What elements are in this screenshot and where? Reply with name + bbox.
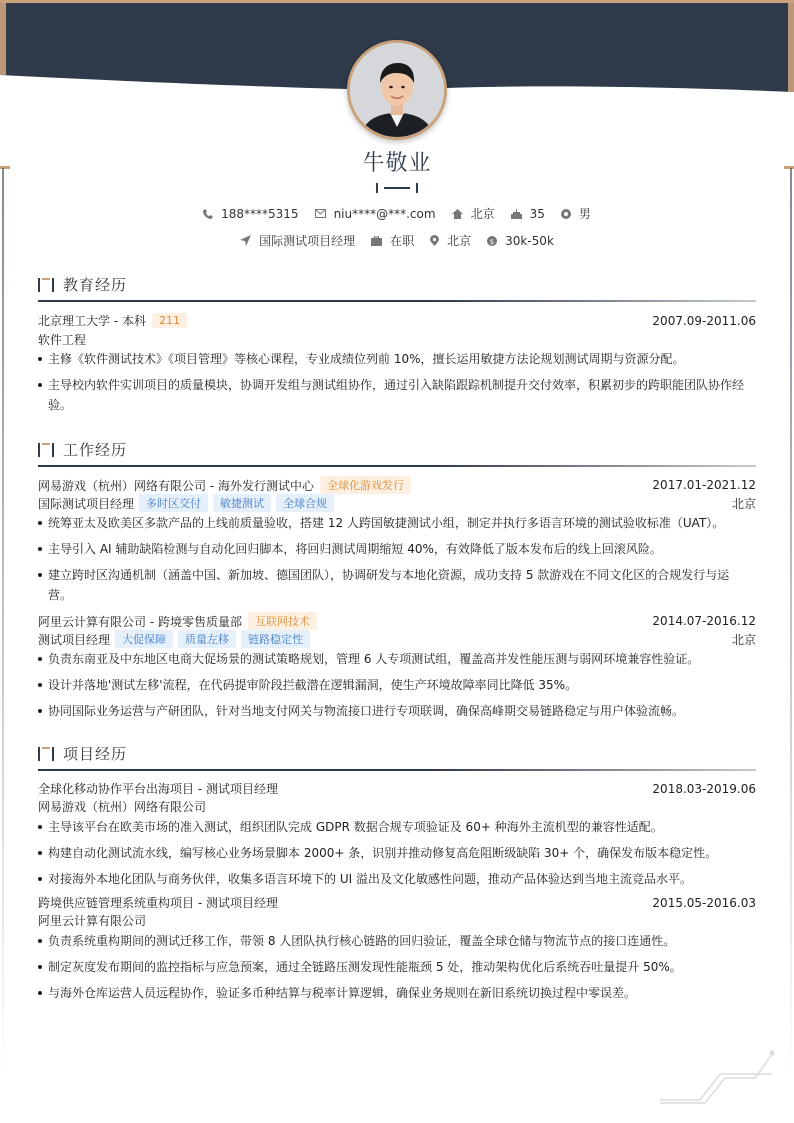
section-education	[38, 272, 756, 302]
skill-tag: 多时区交付	[139, 494, 208, 512]
project-bullet: 对接海外本地化团队与商务伙伴，收集多语言环境下的 UI 溢出及文化敏感性问题，推动产品体验达到当地主流竞品水平。	[38, 868, 750, 890]
project-org-row	[38, 798, 756, 815]
home-icon	[452, 209, 463, 219]
work-company: 网易游戏（杭州）网络有限公司 - 海外发行测试中心	[38, 478, 314, 493]
cake-icon	[511, 209, 522, 219]
work-header	[38, 612, 756, 630]
work-bullet: 设计并落地'测试左移'流程，在代码提审阶段拦截潜在逻辑漏洞，使生产环境故障率同比降低 35%。	[38, 674, 750, 696]
project-bullet: 负责系统重构期间的测试迁移工作，带领 8 人团队执行核心链路的回归验证，覆盖全球仓储与物流节点的接口连通性。	[38, 930, 750, 952]
section-projects	[38, 741, 756, 771]
work-bullet: 负责东南亚及中东地区电商大促场景的测试策略规划，管理 6 人专项测试组，覆盖高并发性能压测与弱网环境兼容性验证。	[38, 648, 750, 670]
status-text: 在职	[390, 234, 415, 248]
skill-tag: 大促保障	[115, 630, 173, 648]
project-dates: 2018.03-2019.06	[652, 781, 756, 796]
send-icon	[240, 235, 251, 246]
position-item	[240, 232, 355, 249]
work-city: 北京	[731, 632, 756, 647]
work-industry-tag: 互联网技术	[248, 612, 317, 630]
corner-line-decoration	[660, 1048, 780, 1108]
work-bullet: 统筹亚太及欧美区多款产品的上线前质量验收，搭建 12 人跨国敏捷测试小组，制定并执行多语言环境的测试验收标准（UAT）。	[38, 512, 750, 534]
avatar-portrait-icon	[350, 43, 444, 137]
section-mark-icon	[38, 747, 56, 761]
mail-icon	[315, 209, 326, 218]
education-bullet-continuation	[48, 396, 766, 413]
section-work-title: 工作经历	[63, 441, 128, 459]
school-tag: 211	[152, 313, 187, 328]
contact-row	[0, 205, 794, 222]
skill-tag: 质量左移	[178, 630, 236, 648]
work-bullet-continuation	[48, 586, 766, 603]
work-company: 阿里云计算有限公司 - 跨境零售质量部	[38, 614, 242, 629]
work-bullet: 协同国际业务运营与产研团队，针对当地支付网关与物流接口进行专项联调，确保高峰期交易链路稳定与用户体验流畅。	[38, 700, 750, 722]
briefcase-icon	[371, 236, 382, 246]
project-bullet: 制定灰度发布期间的监控指标与应急预案，通过全链路压测发现性能瓶颈 5 处，推动架构优化后系统吞吐量提升 50%。	[38, 956, 750, 978]
section-divider	[38, 465, 756, 467]
email-text: niu****@***.com	[333, 206, 436, 221]
intention-row	[0, 232, 794, 249]
work-bullet-tail: 营。	[48, 588, 73, 602]
project-bullet: 构建自动化测试流水线，编写核心业务场景脚本 2000+ 条，识别并推动修复高危阻断级缺陷 30+ 个，确保发布版本稳定性。	[38, 842, 750, 864]
svg-text:$: $	[489, 237, 495, 246]
school-name: 北京理工大学 - 本科	[38, 314, 146, 328]
education-major-row	[38, 331, 756, 348]
work-role: 测试项目经理	[38, 632, 111, 647]
project-org-row	[38, 912, 756, 929]
major: 软件工程	[38, 333, 87, 347]
education-bullet: 主修《软件测试技术》《项目管理》等核心课程，专业成绩位列前 10%，擅长运用敏捷方法论规划测试周期与资源分配。	[38, 348, 750, 370]
phone-item	[203, 207, 298, 221]
section-mark-icon	[38, 278, 56, 292]
section-projects-title: 项目经历	[63, 745, 128, 763]
avatar	[347, 40, 447, 140]
section-work	[38, 437, 756, 467]
project-org: 阿里云计算有限公司	[38, 914, 147, 928]
work-dates: 2017.01-2021.12	[652, 478, 756, 492]
salary-text: 30k-50k	[505, 233, 554, 248]
phone-icon	[203, 209, 213, 219]
work-role-row	[38, 630, 756, 648]
skill-tag: 敏捷测试	[213, 494, 271, 512]
work-industry-tag: 全球化游戏发行	[320, 476, 411, 494]
work-bullet: 主导引入 AI 辅助缺陷检测与自动化回归脚本，将回归测试周期缩短 40%，有效降低了版本发布后的线上回滚风险。	[38, 538, 750, 560]
section-education-title: 教育经历	[63, 276, 128, 294]
coin-icon	[487, 236, 497, 246]
project-title: 全球化移动协作平台出海项目 - 测试项目经理	[38, 782, 278, 796]
work-bullet: 建立跨时区沟通机制（涵盖中国、新加坡、德国团队），协调研发与本地化资源，成功支持 5 款游戏在不同文化区的合规发行与运	[38, 564, 750, 586]
work-header	[38, 476, 756, 494]
age-text: 35	[529, 206, 545, 221]
phone-text: 188****5315	[221, 206, 299, 221]
location-pin-icon	[430, 235, 439, 246]
status-item	[371, 232, 414, 249]
project-dates: 2015.05-2016.03	[652, 895, 756, 910]
section-divider	[38, 769, 756, 771]
project-bullet: 主导该平台在欧美市场的准入测试，组织团队完成 GDPR 数据合规专项验证及 60+ 种海外主流机型的兼容性适配。	[38, 816, 750, 838]
candidate-name: 牛敬业	[362, 151, 432, 176]
project-bullet: 与海外仓库运营人员远程协作，验证多币种结算与税率计算逻辑，确保业务规则在新旧系统切换过程中零误差。	[38, 982, 750, 1004]
home-item	[452, 205, 495, 222]
education-header	[38, 312, 756, 329]
salary-item	[487, 234, 554, 248]
project-header	[38, 780, 756, 797]
education-bullet: 主导校内软件实训项目的质量模块，协调开发组与测试组协作，通过引入缺陷跟踪机制提升交付效率，积累初步的跨职能团队协作经	[38, 374, 750, 396]
age-item	[511, 207, 545, 221]
section-mark-icon	[38, 443, 56, 457]
education-dates: 2007.09-2011.06	[652, 313, 756, 328]
position-text: 国际测试项目经理	[259, 234, 356, 248]
project-title: 跨境供应链管理系统重构项目 - 测试项目经理	[38, 896, 278, 910]
home-text: 北京	[470, 207, 495, 221]
education-bullet-tail: 验。	[48, 398, 73, 412]
skill-tag: 链路稳定性	[241, 630, 310, 648]
project-org: 网易游戏（杭州）网络有限公司	[38, 800, 207, 814]
section-divider	[38, 300, 756, 302]
city-text: 北京	[447, 234, 472, 248]
work-dates: 2014.07-2016.12	[652, 614, 756, 628]
gender-text: 男	[578, 207, 591, 221]
work-city: 北京	[731, 496, 756, 511]
project-header	[38, 894, 756, 911]
city-item	[430, 232, 471, 249]
skill-tag: 全球合规	[276, 494, 334, 512]
gender-icon	[561, 209, 571, 219]
work-role-row	[38, 494, 756, 512]
name-divider	[375, 182, 419, 194]
email-item	[315, 207, 436, 221]
gender-item	[561, 205, 591, 222]
work-role: 国际测试项目经理	[38, 496, 135, 511]
